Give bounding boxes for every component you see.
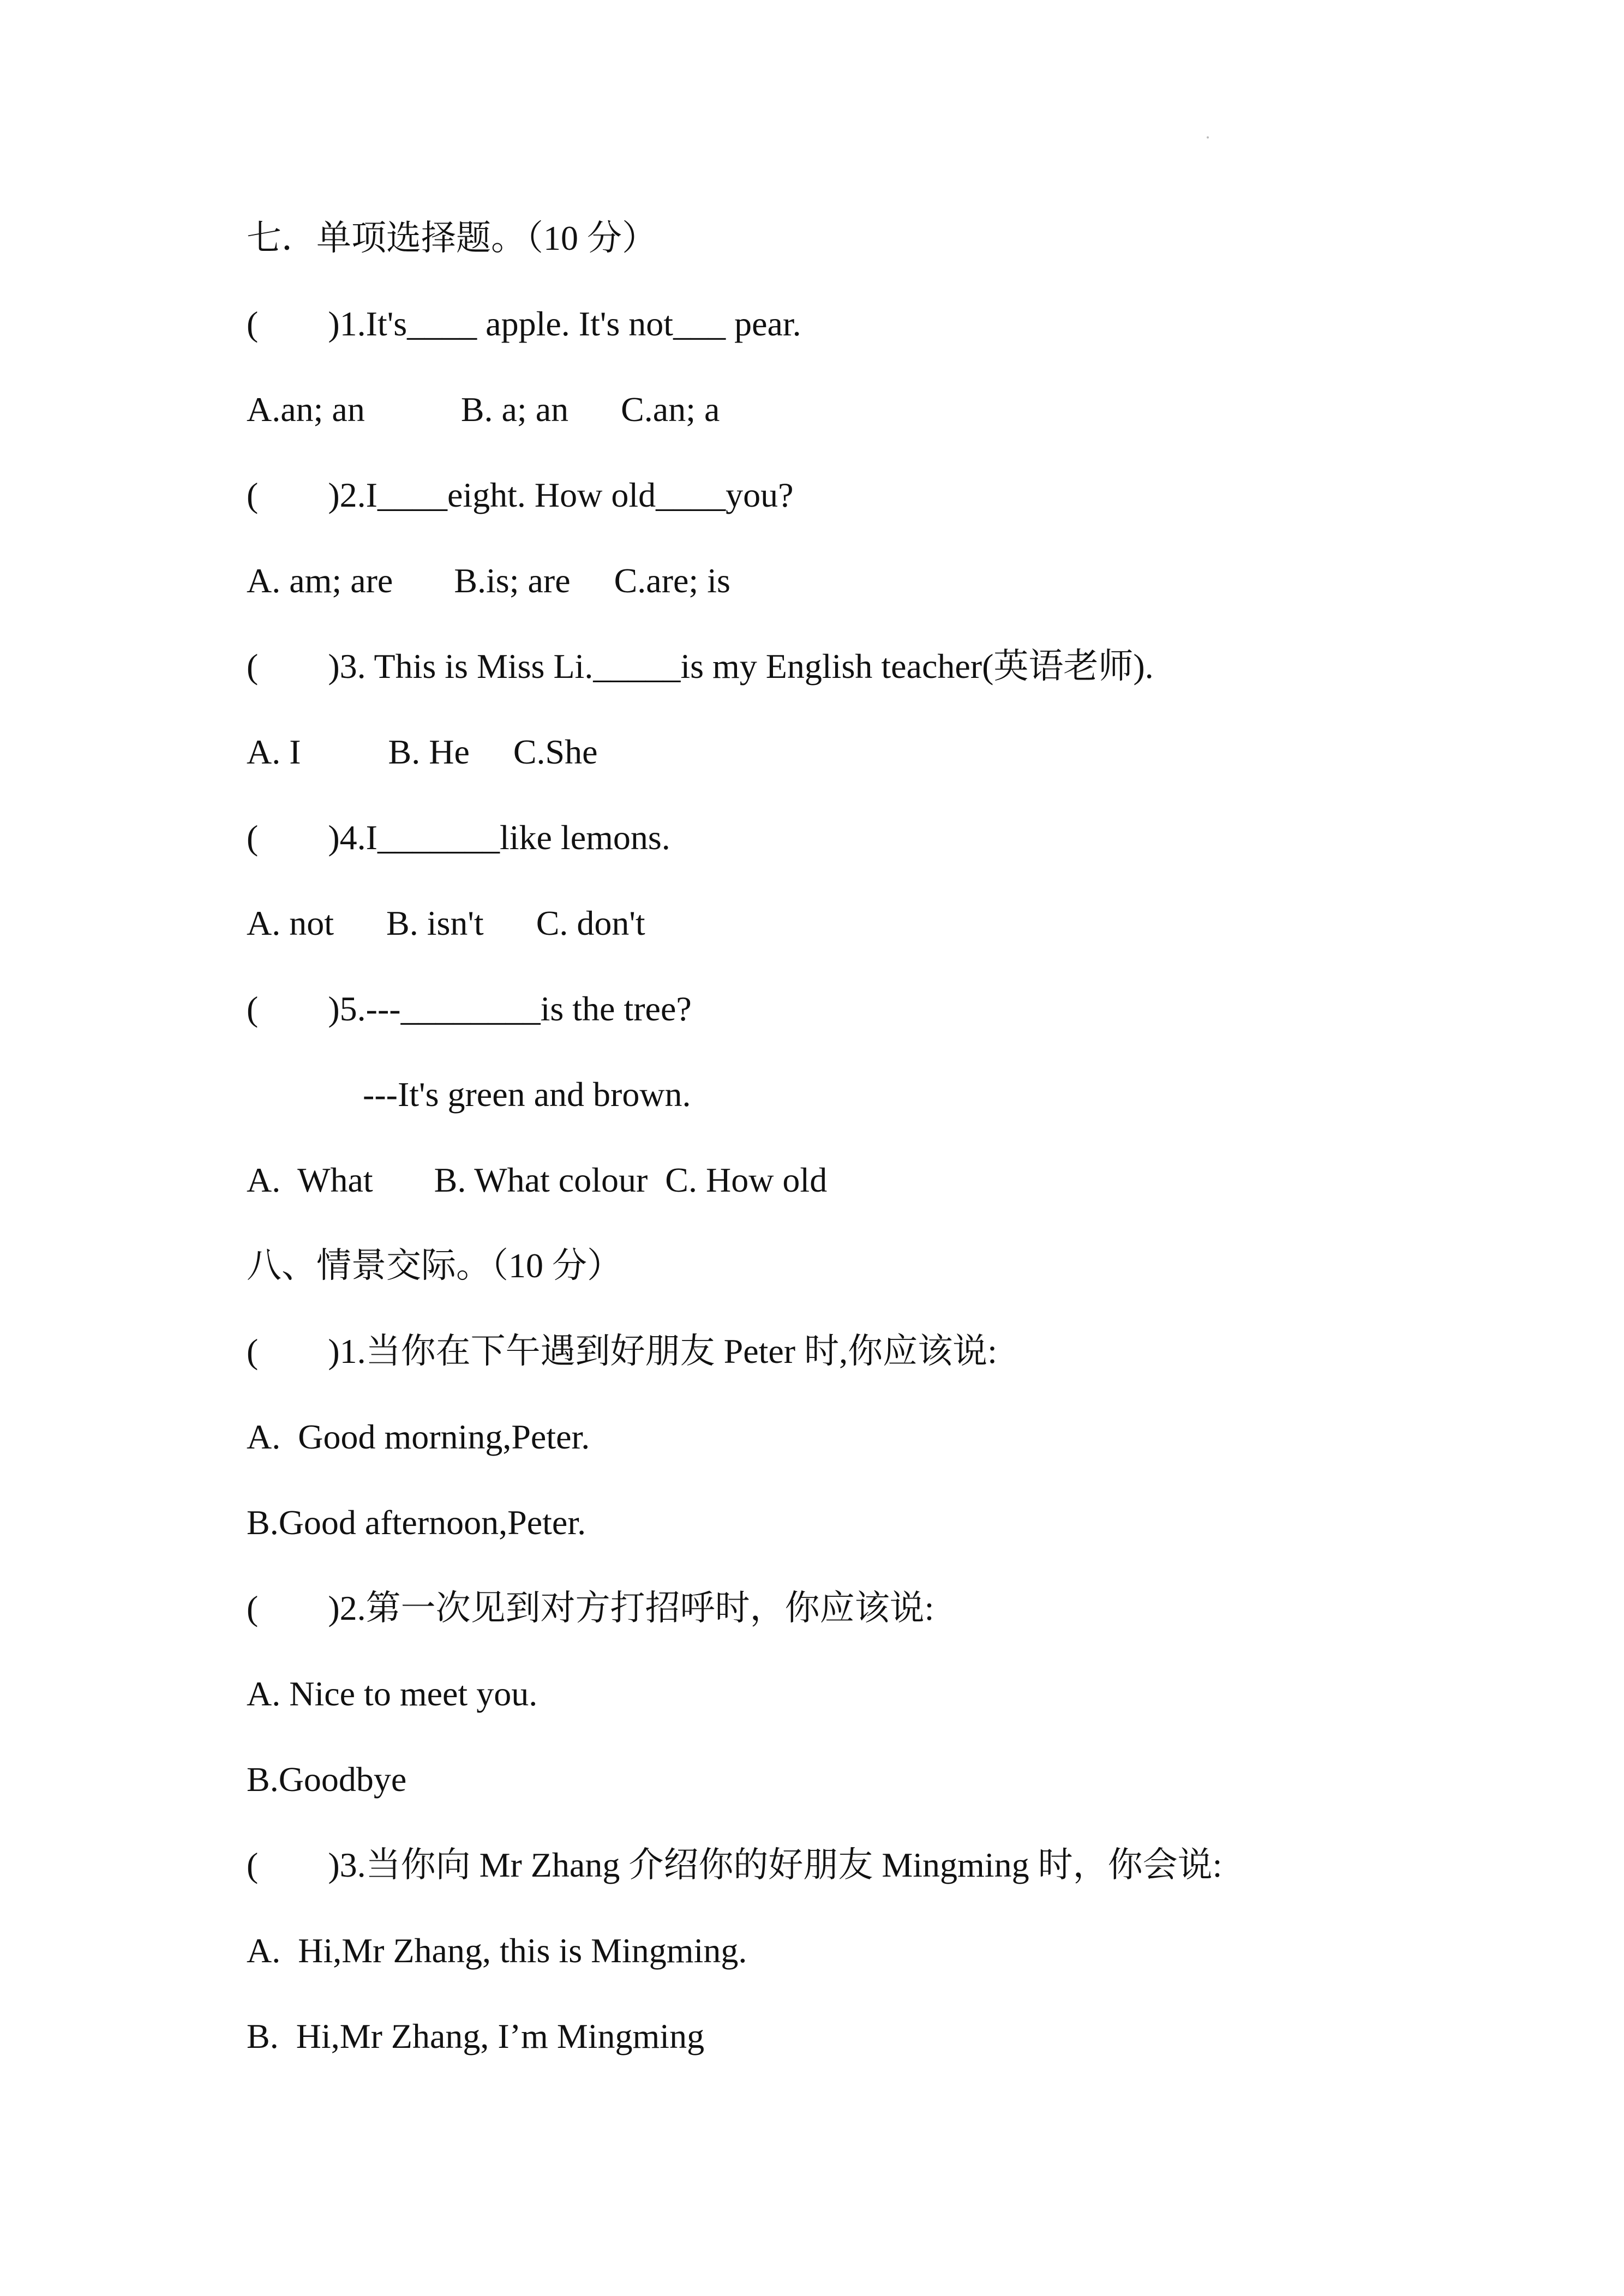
- q8-3-option-a: A. Hi,Mr Zhang, this is Mingming.: [247, 1931, 747, 1970]
- q7-3-options: A. I B. He C.She: [247, 732, 598, 771]
- q8-2-option-a: A. Nice to meet you.: [247, 1674, 538, 1713]
- q7-5-options: A. What B. What colour C. How old: [247, 1161, 828, 1199]
- q7-1-stem: ( )1.It's____ apple. It's not___ pear.: [247, 304, 801, 343]
- q7-2-stem: ( )2.I____eight. How old____you?: [247, 476, 794, 514]
- q7-2-options: A. am; are B.is; are C.are; is: [247, 561, 730, 600]
- q7-1-options: A.an; an B. a; an C.an; a: [247, 390, 720, 429]
- q8-3-stem: ( )3.当你向 Mr Zhang 介绍你的好朋友 Mingming 时，你会说:: [247, 1846, 1223, 1884]
- q7-4-stem: ( )4.I_______like lemons.: [247, 818, 670, 857]
- q7-4-options: A. not B. isn't C. don't: [247, 904, 645, 942]
- q8-3-option-b: B. Hi,Mr Zhang, I’m Mingming: [247, 2017, 705, 2055]
- section8-heading: 八、情景交际。（10 分）: [247, 1246, 622, 1285]
- q7-5-answer-line: ---It's green and brown.: [363, 1075, 691, 1114]
- speck-mark: [1207, 136, 1209, 139]
- q8-1-option-b: B.Good afternoon,Peter.: [247, 1503, 586, 1542]
- q7-3-stem: ( )3. This is Miss Li._____is my English teacher(英语老师).: [247, 647, 1154, 686]
- q8-1-stem: ( )1.当你在下午遇到好朋友 Peter 时,你应该说:: [247, 1332, 997, 1371]
- section7-heading: 七．单项选择题。（10 分）: [247, 219, 657, 257]
- q7-5-stem: ( )5.---________is the tree?: [247, 989, 692, 1028]
- q8-1-option-a: A. Good morning,Peter.: [247, 1417, 590, 1456]
- q8-2-stem: ( )2.第一次见到对方打招呼时，你应该说:: [247, 1589, 934, 1627]
- q8-2-option-b: B.Goodbye: [247, 1760, 407, 1799]
